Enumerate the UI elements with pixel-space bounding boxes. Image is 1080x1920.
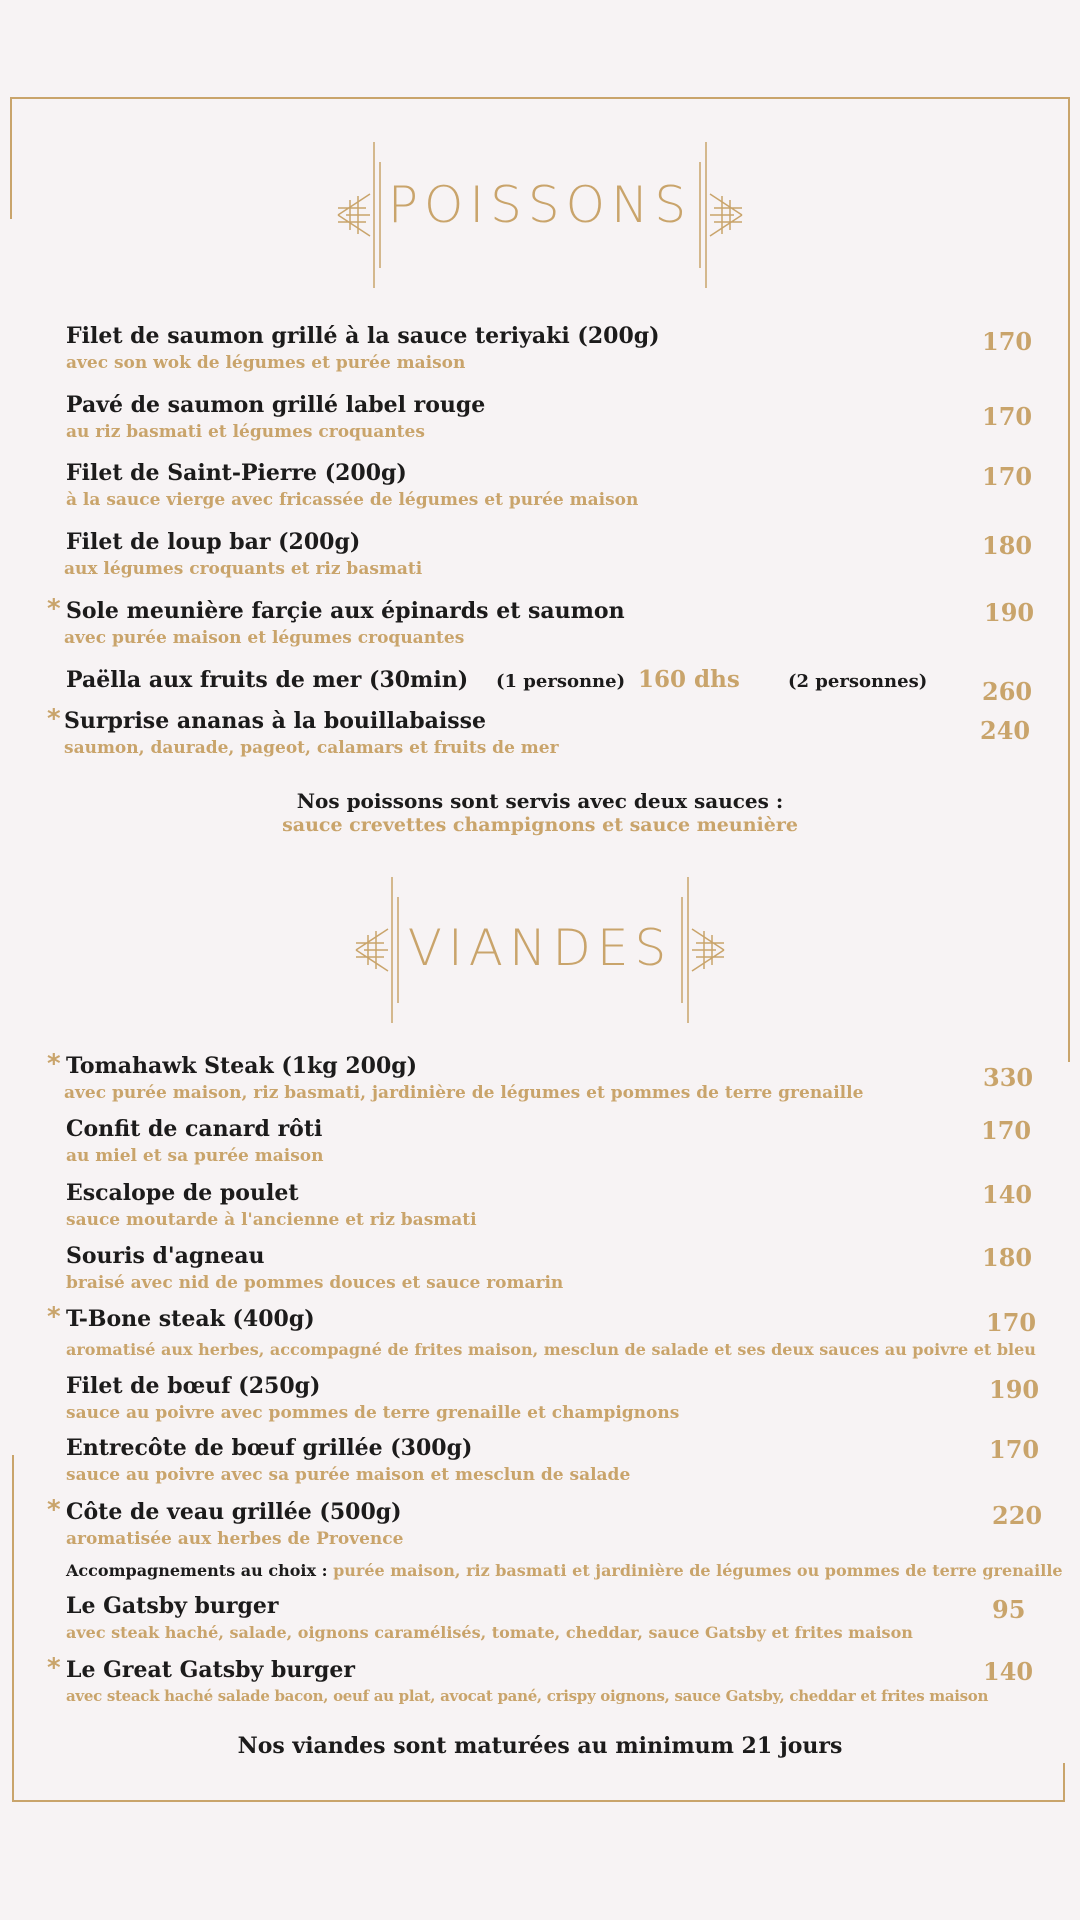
item-price: 240 [980, 716, 1031, 745]
item-price: 95 [992, 1595, 1026, 1624]
item-description: aux légumes croquants et riz basmati [64, 559, 423, 579]
item-price: 170 [989, 1435, 1040, 1464]
item-description: au miel et sa purée maison [66, 1146, 324, 1166]
frame-right-lower-line [1063, 1763, 1065, 1802]
signature-star: * [47, 704, 61, 734]
item-description: avec steak haché, salade, oignons caramélisés, tomate, cheddar, sauce Gatsby et frites maison [66, 1623, 913, 1642]
viandes-header [0, 877, 1080, 1023]
poissons-note: Nos poissons sont servis avec deux sauces : [296, 789, 784, 813]
item-name: Le Great Gatsby burger [66, 1657, 355, 1683]
item-name: Surprise ananas à la bouillabaisse [64, 708, 486, 734]
item-name: Tomahawk Steak (1kg 200g) [66, 1053, 418, 1079]
signature-star: * [47, 1653, 61, 1683]
item-name: Souris d'agneau [66, 1243, 265, 1269]
item-description: avec purée maison et légumes croquantes [64, 628, 465, 648]
item-description: sauce au poivre avec sa purée maison et mesclun de salade [66, 1465, 631, 1485]
art-deco-ornament-right [666, 877, 726, 1023]
item-description: avec steack haché salade bacon, oeuf au plat, avocat pané, crispy oignons, sauce Gatsby, cheddar et frites maison [66, 1687, 989, 1705]
signature-star: * [47, 594, 61, 624]
item-price: 170 [981, 1116, 1032, 1145]
section-title: POISSONS [387, 176, 693, 234]
poissons-header [0, 142, 1080, 288]
item-price: 180 [982, 531, 1033, 560]
item-price: 330 [983, 1063, 1034, 1092]
item-description: avec son wok de légumes et purée maison [66, 353, 466, 373]
portion-price-1: 160 dhs [638, 666, 740, 693]
item-price: 180 [982, 1243, 1033, 1272]
item-description: aromatisé aux herbes, accompagné de frites maison, mesclun de salade et ses deux sauces au poivre et bleu [66, 1340, 1036, 1359]
signature-star: * [47, 1302, 61, 1332]
portion-option-2: (2 personnes) [788, 671, 928, 692]
portion-option-1: (1 personne) [496, 671, 626, 692]
item-price: 140 [982, 1180, 1033, 1209]
item-description: saumon, daurade, pageot, calamars et fruits de mer [64, 738, 559, 758]
item-price: 190 [989, 1375, 1040, 1404]
accompaniments-label: Accompagnements au choix : [66, 1561, 328, 1580]
item-price: 260 [982, 677, 1033, 706]
item-name: Sole meunière farçie aux épinards et saumon [66, 598, 625, 624]
item-description: sauce moutarde à l'ancienne et riz basmati [66, 1210, 477, 1230]
item-name: Escalope de poulet [66, 1180, 299, 1206]
item-description: à la sauce vierge avec fricassée de légumes et purée maison [66, 490, 639, 510]
section-title: VIANDES [407, 919, 673, 977]
item-name: Pavé de saumon grillé label rouge [66, 392, 486, 418]
accompaniments-text: purée maison, riz basmati et jardinière de légumes ou pommes de terre grenaille [333, 1561, 1063, 1580]
signature-star: * [47, 1495, 61, 1525]
item-price: 170 [986, 1308, 1037, 1337]
item-description: braisé avec nid de pommes douces et sauce romarin [66, 1273, 564, 1293]
item-price: 170 [982, 462, 1033, 491]
item-price: 220 [992, 1501, 1043, 1530]
item-name: Paëlla aux fruits de mer (30min) [66, 667, 469, 693]
item-name: Filet de loup bar (200g) [66, 529, 361, 555]
item-name: Côte de veau grillée (500g) [66, 1499, 402, 1525]
item-name: Le Gatsby burger [66, 1593, 279, 1619]
item-description: avec purée maison, riz basmati, jardinière de légumes et pommes de terre grenaille [64, 1083, 864, 1103]
item-name: T-Bone steak (400g) [66, 1306, 315, 1332]
item-name: Filet de bœuf (250g) [66, 1373, 321, 1399]
item-name: Confit de canard rôti [66, 1116, 323, 1142]
item-description: aromatisée aux herbes de Provence [66, 1529, 404, 1549]
item-price: 190 [984, 598, 1035, 627]
item-price: 170 [982, 402, 1033, 431]
item-price: 170 [982, 327, 1033, 356]
frame-bottom-line [12, 1800, 1065, 1802]
item-description: au riz basmati et légumes croquantes [66, 422, 425, 442]
item-name: Filet de saumon grillé à la sauce teriyaki (200g) [66, 323, 660, 349]
viandes-note: Nos viandes sont maturées au minimum 21 jours [237, 1733, 843, 1759]
item-name: Filet de Saint-Pierre (200g) [66, 460, 407, 486]
signature-star: * [47, 1049, 61, 1079]
item-description: sauce au poivre avec pommes de terre grenaille et champignons [66, 1403, 680, 1423]
poissons-sauces: sauce crevettes champignons et sauce meunière [282, 814, 798, 836]
item-price: 140 [983, 1657, 1034, 1686]
frame-top-line [10, 97, 1070, 99]
item-name: Entrecôte de bœuf grillée (300g) [66, 1435, 473, 1461]
art-deco-ornament-right [684, 142, 744, 288]
